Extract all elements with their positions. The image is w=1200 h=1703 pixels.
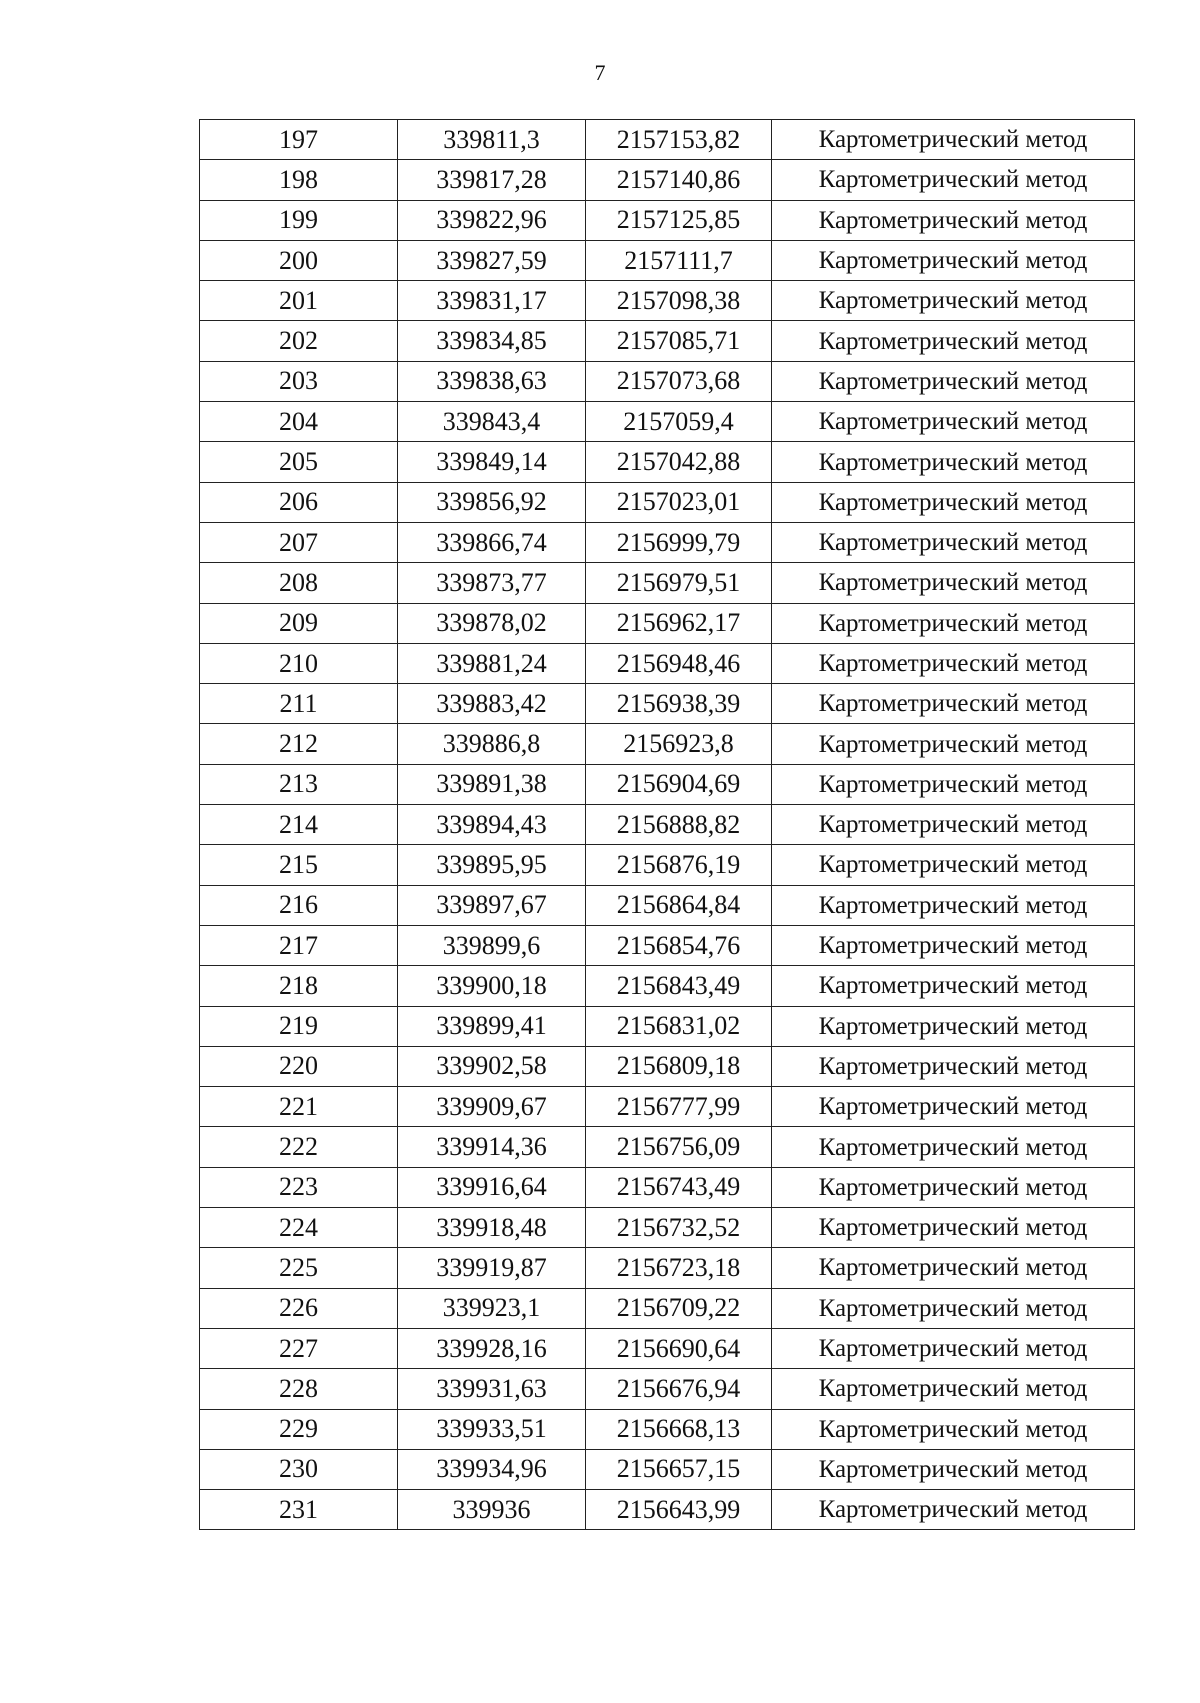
point-number-cell: 204 — [200, 402, 398, 442]
point-number-cell: 228 — [200, 1369, 398, 1409]
point-number-cell: 205 — [200, 442, 398, 482]
x-coordinate-cell: 339878,02 — [398, 603, 586, 643]
y-coordinate-cell: 2156743,49 — [586, 1167, 772, 1207]
method-cell: Картометрический метод — [772, 805, 1135, 845]
x-coordinate-cell: 339936 — [398, 1490, 586, 1530]
point-number-cell: 200 — [200, 240, 398, 280]
y-coordinate-cell: 2156923,8 — [586, 724, 772, 764]
method-cell: Картометрический метод — [772, 1167, 1135, 1207]
method-cell: Картометрический метод — [772, 1369, 1135, 1409]
table-row — [200, 805, 1135, 845]
method-cell: Картометрический метод — [772, 361, 1135, 401]
method-cell: Картометрический метод — [772, 120, 1135, 160]
x-coordinate-cell: 339881,24 — [398, 643, 586, 683]
point-number-cell: 209 — [200, 603, 398, 643]
table-row — [200, 966, 1135, 1006]
point-number-cell: 222 — [200, 1127, 398, 1167]
y-coordinate-cell: 2156643,99 — [586, 1490, 772, 1530]
method-cell: Картометрический метод — [772, 1087, 1135, 1127]
table-row — [200, 1087, 1135, 1127]
point-number-cell: 229 — [200, 1409, 398, 1449]
y-coordinate-cell: 2156864,84 — [586, 885, 772, 925]
table-row — [200, 200, 1135, 240]
point-number-cell: 213 — [200, 764, 398, 804]
table-row — [200, 1046, 1135, 1086]
method-cell: Картометрический метод — [772, 240, 1135, 280]
table-row — [200, 522, 1135, 562]
table-row — [200, 845, 1135, 885]
table-row — [200, 764, 1135, 804]
point-number-cell: 202 — [200, 321, 398, 361]
x-coordinate-cell: 339891,38 — [398, 764, 586, 804]
y-coordinate-cell: 2157085,71 — [586, 321, 772, 361]
x-coordinate-cell: 339923,1 — [398, 1288, 586, 1328]
x-coordinate-cell: 339916,64 — [398, 1167, 586, 1207]
method-cell: Картометрический метод — [772, 966, 1135, 1006]
method-cell: Картометрический метод — [772, 845, 1135, 885]
point-number-cell: 197 — [200, 120, 398, 160]
table-row — [200, 724, 1135, 764]
method-cell: Картометрический метод — [772, 885, 1135, 925]
x-coordinate-cell: 339886,8 — [398, 724, 586, 764]
table-row — [200, 1248, 1135, 1288]
point-number-cell: 198 — [200, 160, 398, 200]
y-coordinate-cell: 2156831,02 — [586, 1006, 772, 1046]
y-coordinate-cell: 2156938,39 — [586, 684, 772, 724]
method-cell: Картометрический метод — [772, 603, 1135, 643]
table-row — [200, 321, 1135, 361]
table-row — [200, 1167, 1135, 1207]
y-coordinate-cell: 2156709,22 — [586, 1288, 772, 1328]
method-cell: Картометрический метод — [772, 482, 1135, 522]
x-coordinate-cell: 339894,43 — [398, 805, 586, 845]
y-coordinate-cell: 2157153,82 — [586, 120, 772, 160]
x-coordinate-cell: 339866,74 — [398, 522, 586, 562]
y-coordinate-cell: 2156962,17 — [586, 603, 772, 643]
coordinates-table-body — [200, 120, 1135, 1530]
table-row — [200, 925, 1135, 965]
point-number-cell: 201 — [200, 281, 398, 321]
point-number-cell: 218 — [200, 966, 398, 1006]
method-cell: Картометрический метод — [772, 1248, 1135, 1288]
y-coordinate-cell: 2157042,88 — [586, 442, 772, 482]
x-coordinate-cell: 339899,41 — [398, 1006, 586, 1046]
y-coordinate-cell: 2156876,19 — [586, 845, 772, 885]
table-row — [200, 603, 1135, 643]
method-cell: Картометрический метод — [772, 925, 1135, 965]
table-row — [200, 1449, 1135, 1489]
x-coordinate-cell: 339834,85 — [398, 321, 586, 361]
method-cell: Картометрический метод — [772, 1328, 1135, 1368]
method-cell: Картометрический метод — [772, 684, 1135, 724]
x-coordinate-cell: 339856,92 — [398, 482, 586, 522]
y-coordinate-cell: 2156756,09 — [586, 1127, 772, 1167]
point-number-cell: 230 — [200, 1449, 398, 1489]
x-coordinate-cell: 339817,28 — [398, 160, 586, 200]
table-row — [200, 281, 1135, 321]
x-coordinate-cell: 339933,51 — [398, 1409, 586, 1449]
table-row — [200, 885, 1135, 925]
method-cell: Картометрический метод — [772, 1046, 1135, 1086]
table-row — [200, 1369, 1135, 1409]
method-cell: Картометрический метод — [772, 1208, 1135, 1248]
method-cell: Картометрический метод — [772, 200, 1135, 240]
method-cell: Картометрический метод — [772, 160, 1135, 200]
table-row — [200, 684, 1135, 724]
x-coordinate-cell: 339919,87 — [398, 1248, 586, 1288]
x-coordinate-cell: 339843,4 — [398, 402, 586, 442]
table-row — [200, 1288, 1135, 1328]
x-coordinate-cell: 339934,96 — [398, 1449, 586, 1489]
table-row — [200, 1490, 1135, 1530]
x-coordinate-cell: 339811,3 — [398, 120, 586, 160]
x-coordinate-cell: 339909,67 — [398, 1087, 586, 1127]
x-coordinate-cell: 339931,63 — [398, 1369, 586, 1409]
y-coordinate-cell: 2156809,18 — [586, 1046, 772, 1086]
point-number-cell: 203 — [200, 361, 398, 401]
table-row — [200, 643, 1135, 683]
method-cell: Картометрический метод — [772, 1006, 1135, 1046]
y-coordinate-cell: 2156657,15 — [586, 1449, 772, 1489]
y-coordinate-cell: 2157098,38 — [586, 281, 772, 321]
method-cell: Картометрический метод — [772, 1490, 1135, 1530]
x-coordinate-cell: 339822,96 — [398, 200, 586, 240]
method-cell: Картометрический метод — [772, 321, 1135, 361]
x-coordinate-cell: 339928,16 — [398, 1328, 586, 1368]
table-row — [200, 361, 1135, 401]
point-number-cell: 206 — [200, 482, 398, 522]
point-number-cell: 224 — [200, 1208, 398, 1248]
method-cell: Картометрический метод — [772, 643, 1135, 683]
table-row — [200, 1006, 1135, 1046]
y-coordinate-cell: 2157125,85 — [586, 200, 772, 240]
y-coordinate-cell: 2156999,79 — [586, 522, 772, 562]
x-coordinate-cell: 339914,36 — [398, 1127, 586, 1167]
x-coordinate-cell: 339849,14 — [398, 442, 586, 482]
x-coordinate-cell: 339897,67 — [398, 885, 586, 925]
y-coordinate-cell: 2156676,94 — [586, 1369, 772, 1409]
y-coordinate-cell: 2157140,86 — [586, 160, 772, 200]
y-coordinate-cell: 2156777,99 — [586, 1087, 772, 1127]
point-number-cell: 215 — [200, 845, 398, 885]
y-coordinate-cell: 2156732,52 — [586, 1208, 772, 1248]
x-coordinate-cell: 339902,58 — [398, 1046, 586, 1086]
x-coordinate-cell: 339918,48 — [398, 1208, 586, 1248]
coordinates-table — [199, 119, 1135, 1530]
y-coordinate-cell: 2157059,4 — [586, 402, 772, 442]
point-number-cell: 223 — [200, 1167, 398, 1207]
y-coordinate-cell: 2156843,49 — [586, 966, 772, 1006]
point-number-cell: 225 — [200, 1248, 398, 1288]
point-number-cell: 227 — [200, 1328, 398, 1368]
point-number-cell: 221 — [200, 1087, 398, 1127]
x-coordinate-cell: 339827,59 — [398, 240, 586, 280]
method-cell: Картометрический метод — [772, 522, 1135, 562]
table-row — [200, 1409, 1135, 1449]
table-row — [200, 160, 1135, 200]
point-number-cell: 219 — [200, 1006, 398, 1046]
method-cell: Картометрический метод — [772, 402, 1135, 442]
y-coordinate-cell: 2156723,18 — [586, 1248, 772, 1288]
table-row — [200, 482, 1135, 522]
table-row — [200, 442, 1135, 482]
point-number-cell: 212 — [200, 724, 398, 764]
method-cell: Картометрический метод — [772, 1127, 1135, 1167]
point-number-cell: 226 — [200, 1288, 398, 1328]
table-row — [200, 1208, 1135, 1248]
x-coordinate-cell: 339895,95 — [398, 845, 586, 885]
point-number-cell: 231 — [200, 1490, 398, 1530]
point-number-cell: 214 — [200, 805, 398, 845]
method-cell: Картометрический метод — [772, 442, 1135, 482]
method-cell: Картометрический метод — [772, 1449, 1135, 1489]
point-number-cell: 210 — [200, 643, 398, 683]
point-number-cell: 207 — [200, 522, 398, 562]
y-coordinate-cell: 2156948,46 — [586, 643, 772, 683]
y-coordinate-cell: 2157023,01 — [586, 482, 772, 522]
y-coordinate-cell: 2156888,82 — [586, 805, 772, 845]
y-coordinate-cell: 2156904,69 — [586, 764, 772, 804]
table-row — [200, 120, 1135, 160]
page-number: 7 — [594, 60, 606, 85]
y-coordinate-cell: 2156979,51 — [586, 563, 772, 603]
method-cell: Картометрический метод — [772, 281, 1135, 321]
x-coordinate-cell: 339899,6 — [398, 925, 586, 965]
y-coordinate-cell: 2156690,64 — [586, 1328, 772, 1368]
table-row — [200, 1328, 1135, 1368]
table-row — [200, 240, 1135, 280]
point-number-cell: 208 — [200, 563, 398, 603]
y-coordinate-cell: 2156668,13 — [586, 1409, 772, 1449]
method-cell: Картометрический метод — [772, 1409, 1135, 1449]
x-coordinate-cell: 339831,17 — [398, 281, 586, 321]
point-number-cell: 211 — [200, 684, 398, 724]
point-number-cell: 217 — [200, 925, 398, 965]
y-coordinate-cell: 2157111,7 — [586, 240, 772, 280]
x-coordinate-cell: 339838,63 — [398, 361, 586, 401]
table-row — [200, 1127, 1135, 1167]
x-coordinate-cell: 339900,18 — [398, 966, 586, 1006]
point-number-cell: 199 — [200, 200, 398, 240]
y-coordinate-cell: 2156854,76 — [586, 925, 772, 965]
y-coordinate-cell: 2157073,68 — [586, 361, 772, 401]
method-cell: Картометрический метод — [772, 764, 1135, 804]
x-coordinate-cell: 339883,42 — [398, 684, 586, 724]
table-row — [200, 563, 1135, 603]
x-coordinate-cell: 339873,77 — [398, 563, 586, 603]
method-cell: Картометрический метод — [772, 1288, 1135, 1328]
point-number-cell: 220 — [200, 1046, 398, 1086]
method-cell: Картометрический метод — [772, 724, 1135, 764]
method-cell: Картометрический метод — [772, 563, 1135, 603]
table-row — [200, 402, 1135, 442]
point-number-cell: 216 — [200, 885, 398, 925]
